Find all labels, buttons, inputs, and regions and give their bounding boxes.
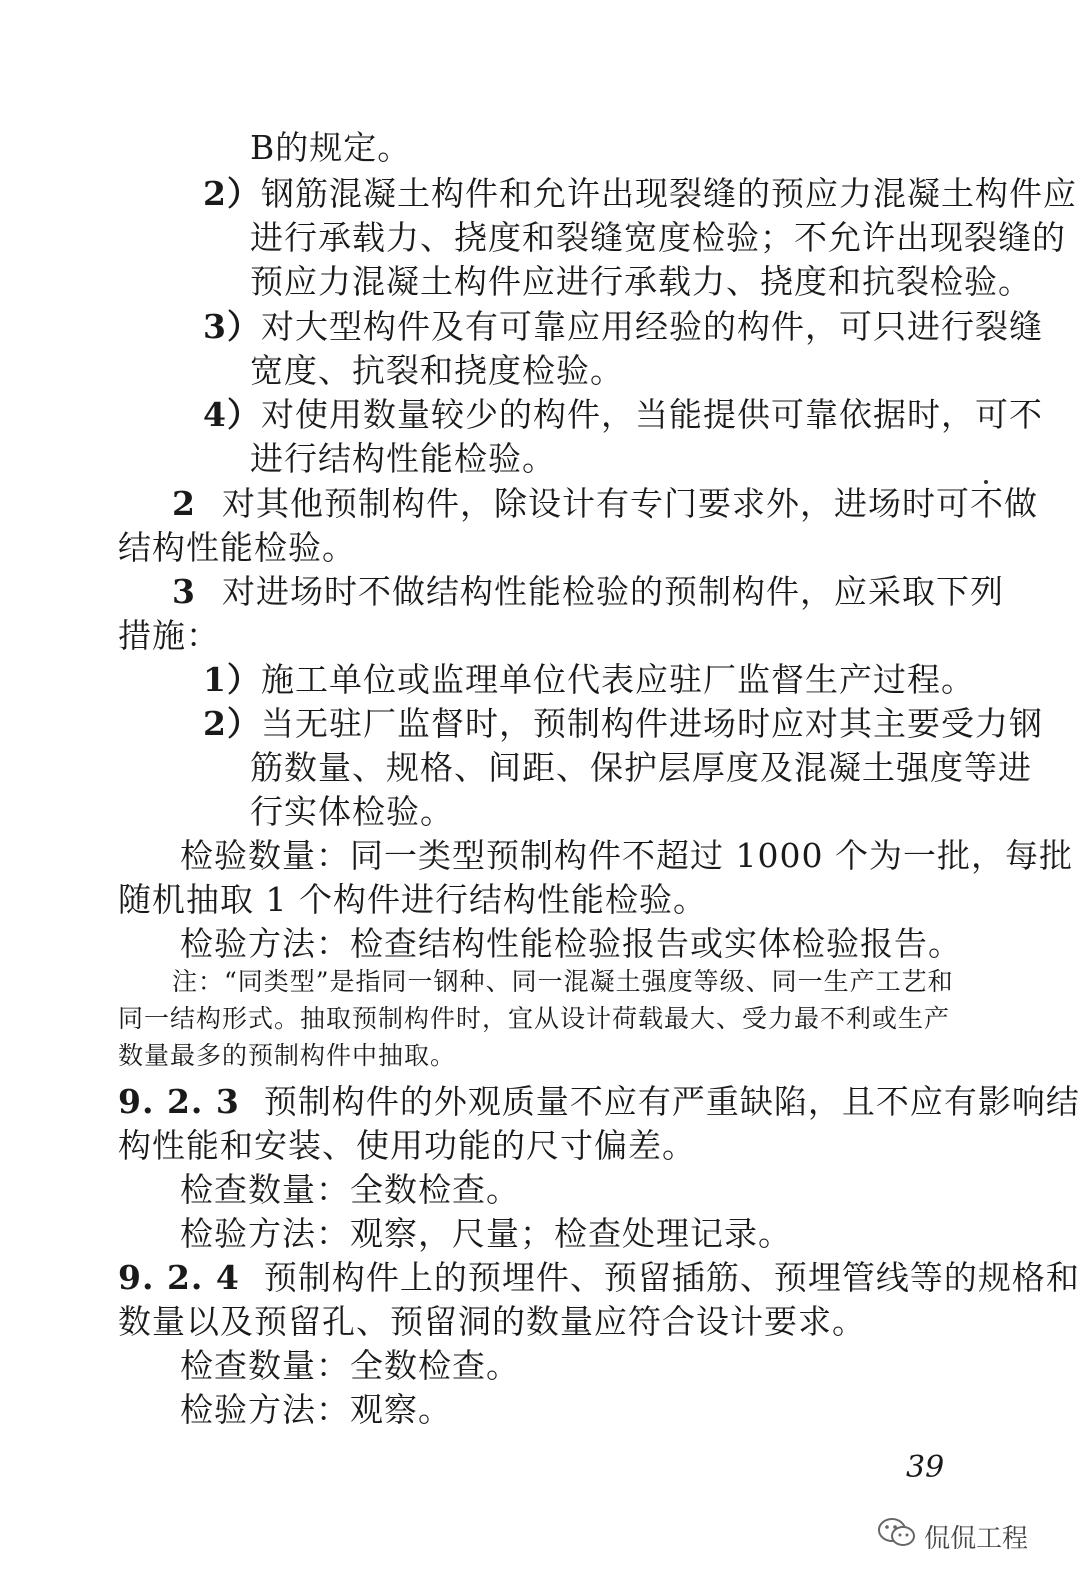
text-line: 检验方法：检查结构性能检验报告或实体检验报告。 [180, 924, 962, 963]
list-item: 2 对其他预制构件，除设计有专门要求外，进场时可不做 [172, 484, 1038, 523]
text-line: 结构性能检验。 [118, 528, 356, 567]
note-line: 注：“同类型”是指同一钢种、同一混凝土强度等级、同一生产工艺和 [172, 967, 954, 996]
list-item: 3 对进场时不做结构性能检验的预制构件，应采取下列 [172, 572, 1004, 611]
text-line: 筋数量、规格、间距、保护层厚度及混凝土强度等进 [250, 748, 1032, 787]
text-line: B的规定。 [250, 128, 412, 167]
text-line: 数量以及预留孔、预留洞的数量应符合设计要求。 [118, 1302, 866, 1341]
page-number: 39 [906, 1450, 945, 1485]
list-item: 1）施工单位或监理单位代表应驻厂监督生产过程。 [203, 660, 975, 699]
text-line: 检查数量：全数检查。 [180, 1170, 520, 1209]
list-item: 2）钢筋混凝土构件和允许出现裂缝的预应力混凝土构件应 [203, 174, 1077, 213]
text-line: 预应力混凝土构件应进行承载力、挠度和抗裂检验。 [250, 262, 1032, 301]
text-line: 进行承载力、挠度和裂缝宽度检验；不允许出现裂缝的 [250, 218, 1066, 257]
note-line: 数量最多的预制构件中抽取。 [118, 1041, 457, 1070]
clause-heading: 9. 2. 4 预制构件上的预埋件、预留插筋、预埋管线等的规格和 [118, 1258, 1080, 1297]
wechat-icon [876, 1516, 918, 1557]
list-item: 3）对大型构件及有可靠应用经验的构件，可只进行裂缝 [203, 307, 1043, 346]
watermark [876, 1516, 1028, 1556]
text-line: 行实体检验。 [250, 792, 454, 831]
text-line: 检查数量：全数检查。 [180, 1346, 520, 1385]
text-line: 检验数量：同一类型预制构件不超过 1000 个为一批，每批 [180, 836, 1073, 875]
text-line: 构性能和安装、使用功能的尺寸偏差。 [118, 1126, 696, 1165]
watermark-text: 侃侃工程 [924, 1523, 1029, 1554]
text-line: 检验方法：观察，尺量；检查处理记录。 [180, 1214, 792, 1253]
list-item: 4）对使用数量较少的构件，当能提供可靠依据时，可不 [203, 395, 1043, 434]
note-line: 同一结构形式。抽取预制构件时，宜从设计荷载最大、受力最不利或生产 [118, 1004, 951, 1033]
text-line: 随机抽取 1 个构件进行结构性能检验。 [118, 880, 707, 919]
text-line: 宽度、抗裂和挠度检验。 [250, 351, 624, 390]
list-item: 2）当无驻厂监督时，预制构件进场时应对其主要受力钢 [203, 704, 1043, 743]
text-line: 进行结构性能检验。 [250, 439, 556, 478]
text-line: 措施： [118, 616, 220, 655]
clause-heading: 9. 2. 3 预制构件的外观质量不应有严重缺陷，且不应有影响结 [118, 1082, 1080, 1121]
text-line: 检验方法：观察。 [180, 1390, 452, 1429]
